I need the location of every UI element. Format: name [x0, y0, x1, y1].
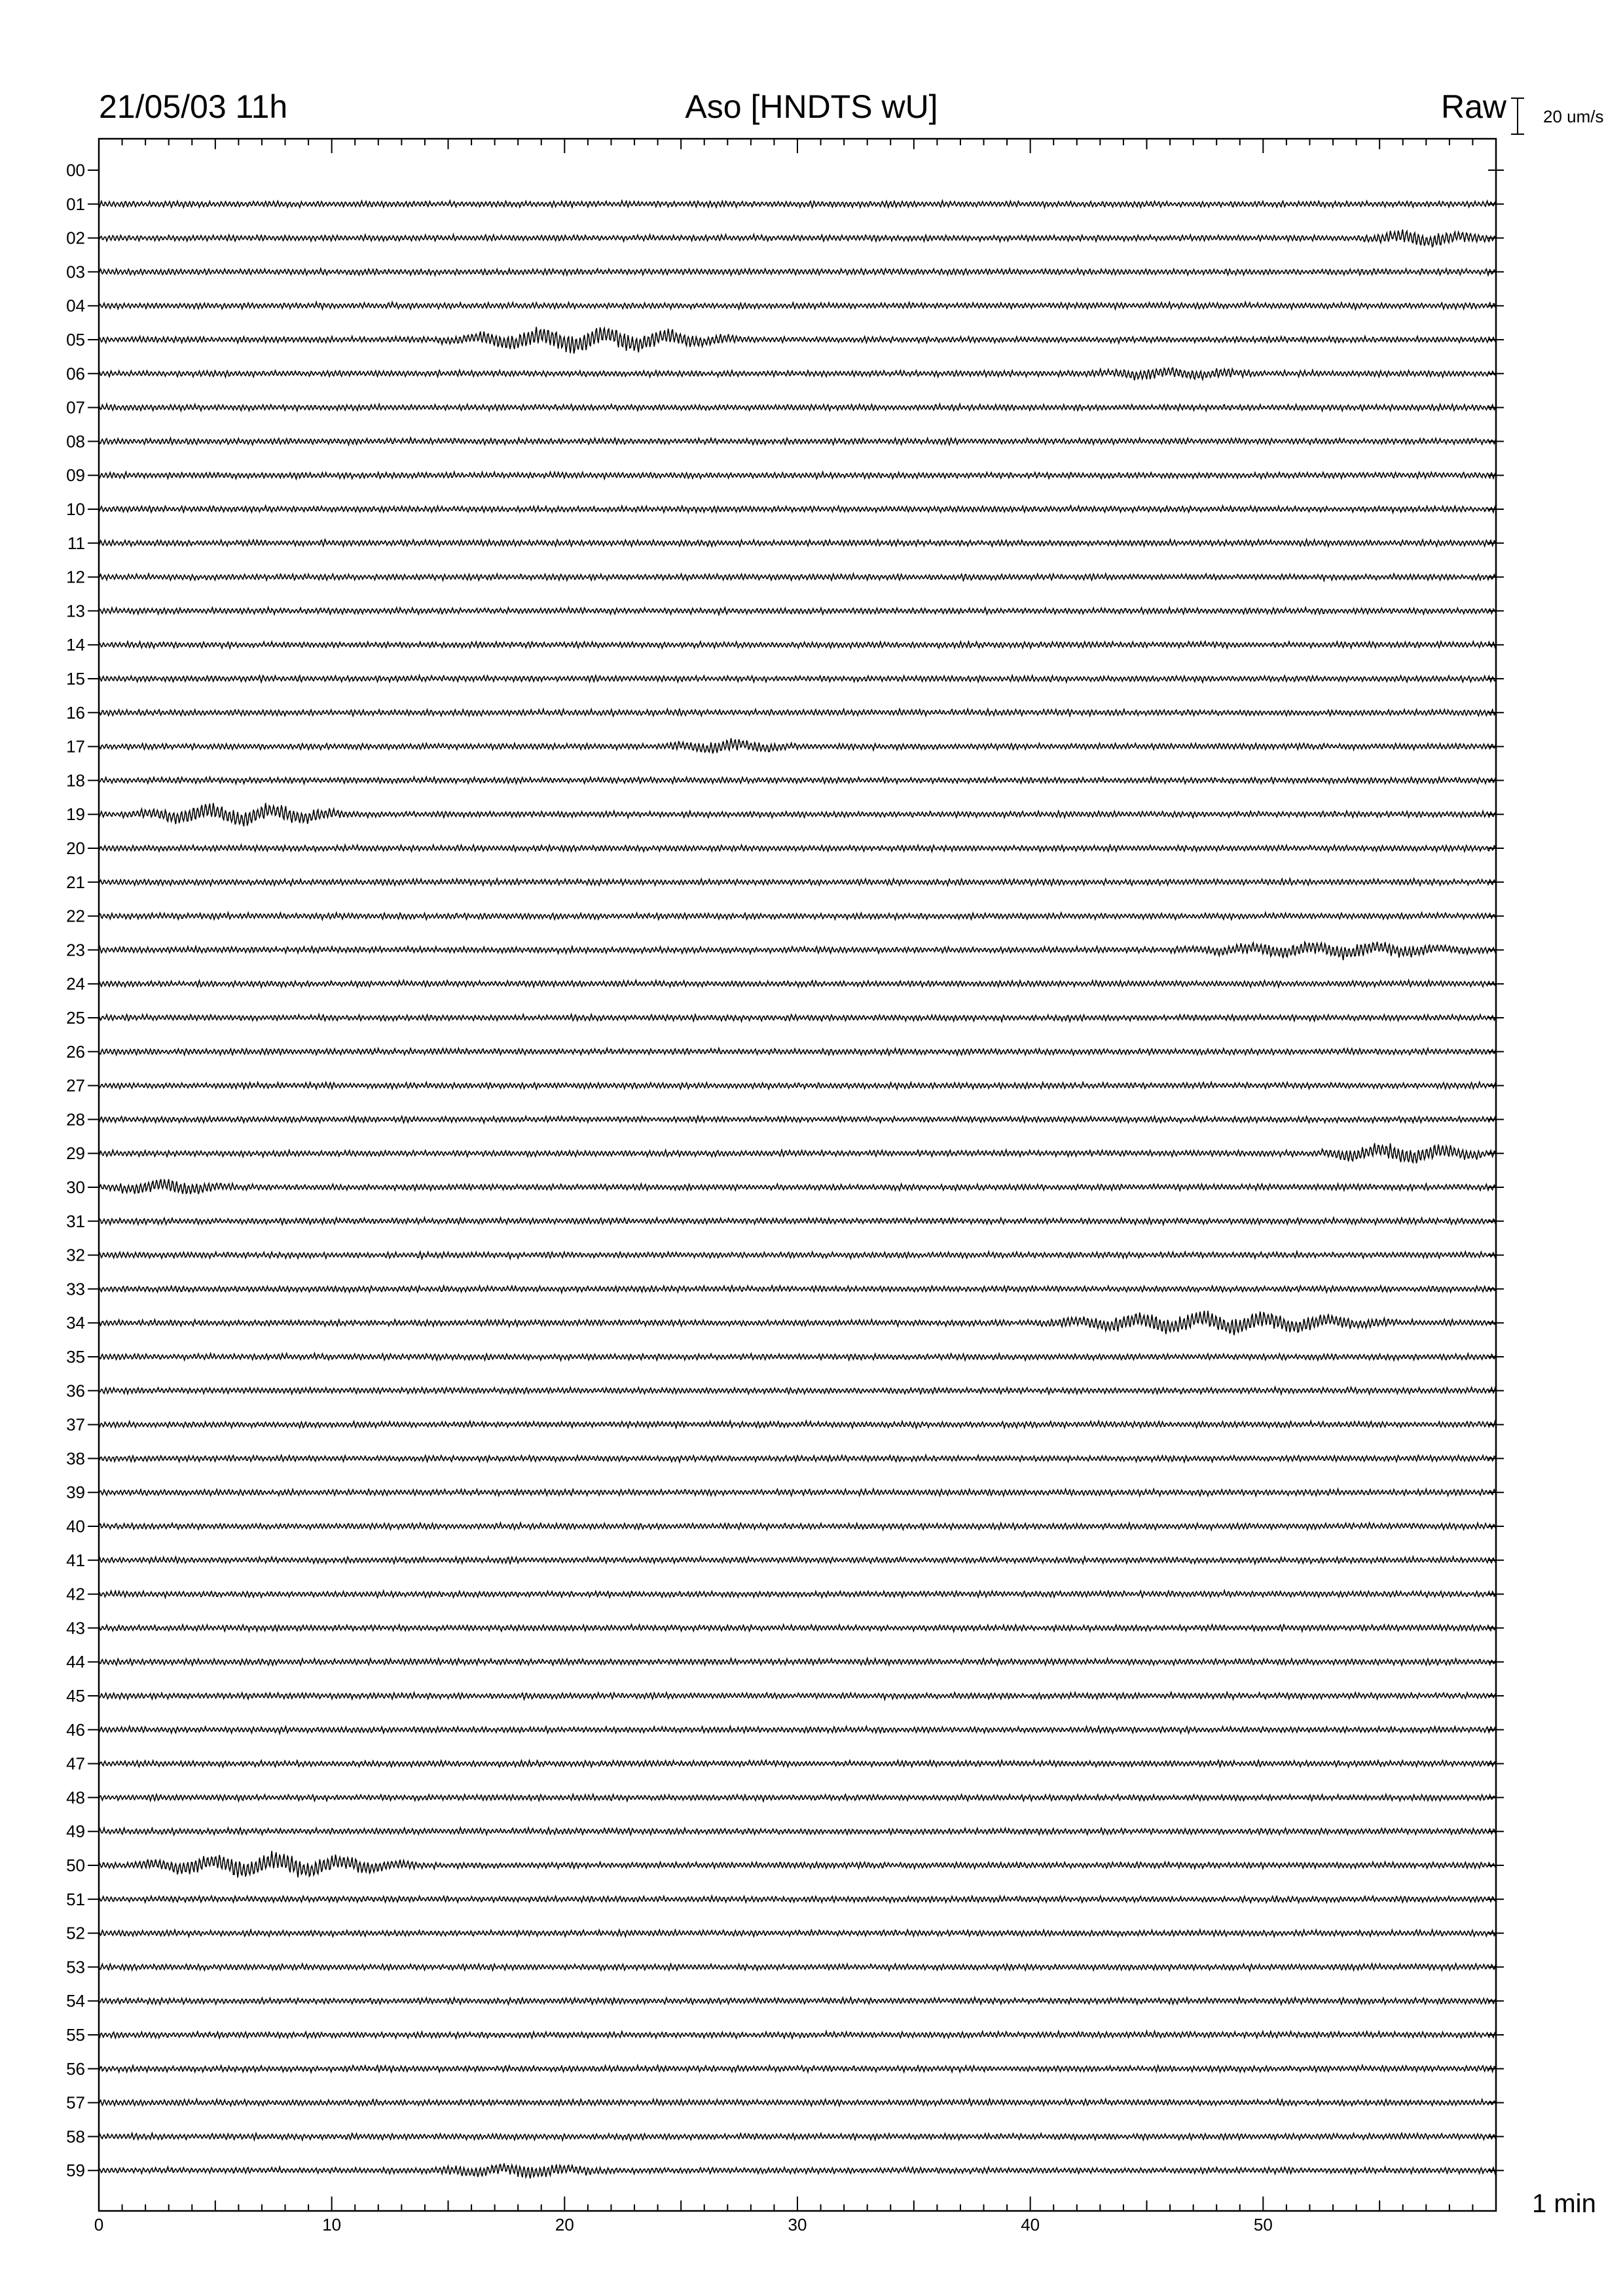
trace-row-31: [99, 1218, 1496, 1225]
trace-row-32: [99, 1251, 1496, 1259]
row-label-09: 09: [66, 465, 85, 486]
trace-row-24: [99, 980, 1496, 988]
row-label-38: 38: [66, 1448, 85, 1469]
trace-row-30: [99, 1179, 1496, 1194]
trace-row-26: [99, 1049, 1496, 1056]
trace-row-25: [99, 1014, 1496, 1022]
trace-row-49: [99, 1828, 1496, 1835]
row-label-18: 18: [66, 770, 85, 791]
trace-row-55: [99, 2032, 1496, 2039]
row-label-36: 36: [66, 1380, 85, 1401]
trace-row-42: [99, 1590, 1496, 1598]
x-axis-unit-label: 1 min: [1532, 2189, 1596, 2218]
row-label-34: 34: [66, 1313, 85, 1333]
trace-row-15: [99, 675, 1496, 683]
trace-row-13: [99, 607, 1496, 615]
row-label-30: 30: [66, 1177, 85, 1197]
trace-row-58: [99, 2133, 1496, 2140]
row-label-46: 46: [66, 1719, 85, 1740]
row-label-25: 25: [66, 1008, 85, 1028]
row-label-23: 23: [66, 940, 85, 960]
row-label-26: 26: [66, 1041, 85, 1062]
trace-row-28: [99, 1116, 1496, 1122]
trace-row-40: [99, 1523, 1496, 1530]
trace-row-44: [99, 1659, 1496, 1666]
trace-row-21: [99, 879, 1496, 886]
x-tick-label-30: 30: [788, 2215, 807, 2234]
trace-row-52: [99, 1930, 1496, 1937]
row-label-01: 01: [66, 194, 85, 214]
row-label-22: 22: [66, 906, 85, 926]
trace-row-36: [99, 1387, 1496, 1394]
trace-row-22: [99, 912, 1496, 920]
row-label-14: 14: [66, 635, 85, 655]
row-label-52: 52: [66, 1923, 85, 1943]
row-label-40: 40: [66, 1516, 85, 1536]
trace-row-39: [99, 1489, 1496, 1496]
trace-row-45: [99, 1693, 1496, 1700]
trace-row-03: [99, 268, 1496, 275]
trace-row-48: [99, 1795, 1496, 1801]
x-tick-label-20: 20: [555, 2215, 574, 2234]
trace-row-46: [99, 1727, 1496, 1734]
trace-row-27: [99, 1082, 1496, 1089]
trace-row-29: [99, 1143, 1496, 1164]
row-label-41: 41: [66, 1550, 85, 1570]
trace-row-09: [99, 472, 1496, 479]
row-label-55: 55: [66, 2025, 85, 2045]
x-tick-label-10: 10: [322, 2215, 342, 2234]
trace-row-08: [99, 438, 1496, 445]
row-label-29: 29: [66, 1143, 85, 1164]
x-tick-label-50: 50: [1253, 2215, 1273, 2234]
row-label-47: 47: [66, 1753, 85, 1774]
row-label-51: 51: [66, 1889, 85, 1909]
row-label-56: 56: [66, 2058, 85, 2079]
row-label-32: 32: [66, 1245, 85, 1265]
trace-row-50: [99, 1851, 1496, 1878]
row-label-37: 37: [66, 1414, 85, 1435]
trace-row-43: [99, 1624, 1496, 1632]
mode-label: Raw: [1440, 88, 1506, 125]
trace-row-35: [99, 1354, 1496, 1361]
trace-row-23: [99, 942, 1496, 960]
trace-row-12: [99, 574, 1496, 581]
trace-row-53: [99, 1964, 1496, 1971]
trace-row-59: [99, 2164, 1496, 2179]
trace-row-54: [99, 1998, 1496, 2005]
trace-row-14: [99, 641, 1496, 648]
row-label-08: 08: [66, 431, 85, 452]
x-tick-label-0: 0: [94, 2215, 104, 2234]
row-label-43: 43: [66, 1618, 85, 1638]
trace-row-41: [99, 1557, 1496, 1564]
row-label-33: 33: [66, 1279, 85, 1299]
trace-row-57: [99, 2099, 1496, 2106]
row-label-31: 31: [66, 1211, 85, 1231]
row-label-42: 42: [66, 1584, 85, 1604]
row-label-35: 35: [66, 1347, 85, 1367]
trace-row-56: [99, 2065, 1496, 2072]
row-label-03: 03: [66, 262, 85, 282]
row-label-12: 12: [66, 567, 85, 587]
x-tick-label-40: 40: [1021, 2215, 1040, 2234]
row-label-50: 50: [66, 1856, 85, 1875]
row-label-45: 45: [66, 1686, 85, 1706]
row-label-27: 27: [66, 1075, 85, 1096]
row-label-17: 17: [66, 736, 85, 757]
trace-row-10: [99, 506, 1496, 513]
trace-row-02: [99, 230, 1496, 247]
trace-row-51: [99, 1896, 1496, 1903]
row-label-11: 11: [67, 533, 85, 553]
row-label-10: 10: [66, 499, 85, 519]
label-group: [66, 160, 1273, 2234]
trace-row-04: [99, 302, 1496, 310]
row-label-19: 19: [66, 804, 85, 825]
row-label-39: 39: [66, 1482, 85, 1503]
row-label-16: 16: [66, 702, 85, 723]
row-label-24: 24: [66, 974, 85, 994]
row-label-59: 59: [66, 2161, 85, 2181]
row-label-02: 02: [66, 228, 85, 248]
datetime-label: 21/05/03 11h: [99, 88, 288, 125]
trace-group: [99, 201, 1496, 2179]
trace-row-33: [99, 1285, 1496, 1293]
row-label-58: 58: [66, 2126, 85, 2147]
trace-row-07: [99, 404, 1496, 411]
trace-row-38: [99, 1455, 1496, 1462]
row-label-57: 57: [66, 2092, 85, 2113]
row-label-00: 00: [66, 160, 85, 180]
row-label-28: 28: [66, 1109, 85, 1130]
row-label-20: 20: [66, 838, 85, 858]
row-label-06: 06: [66, 363, 85, 384]
row-label-13: 13: [66, 601, 85, 621]
trace-row-19: [99, 803, 1496, 827]
row-label-05: 05: [66, 330, 85, 350]
row-label-53: 53: [66, 1957, 85, 1977]
row-label-07: 07: [66, 397, 85, 418]
trace-row-01: [99, 201, 1496, 207]
row-label-48: 48: [66, 1787, 85, 1808]
row-label-44: 44: [66, 1652, 85, 1672]
amplitude-scale-label: 20 um/s: [1543, 107, 1604, 126]
trace-row-06: [99, 368, 1496, 380]
trace-row-34: [99, 1311, 1496, 1335]
trace-row-47: [99, 1760, 1496, 1767]
trace-row-11: [99, 539, 1496, 546]
trace-row-37: [99, 1421, 1496, 1428]
trace-row-18: [99, 777, 1496, 783]
row-label-54: 54: [66, 1991, 85, 2011]
trace-row-16: [99, 709, 1496, 716]
row-label-49: 49: [66, 1821, 85, 1842]
station-title: Aso [HNDTS wU]: [685, 88, 938, 125]
trace-row-05: [99, 327, 1496, 354]
trace-row-20: [99, 845, 1496, 852]
row-label-15: 15: [66, 669, 85, 689]
trace-row-17: [99, 738, 1496, 753]
row-label-21: 21: [66, 872, 85, 892]
row-label-04: 04: [66, 296, 85, 316]
